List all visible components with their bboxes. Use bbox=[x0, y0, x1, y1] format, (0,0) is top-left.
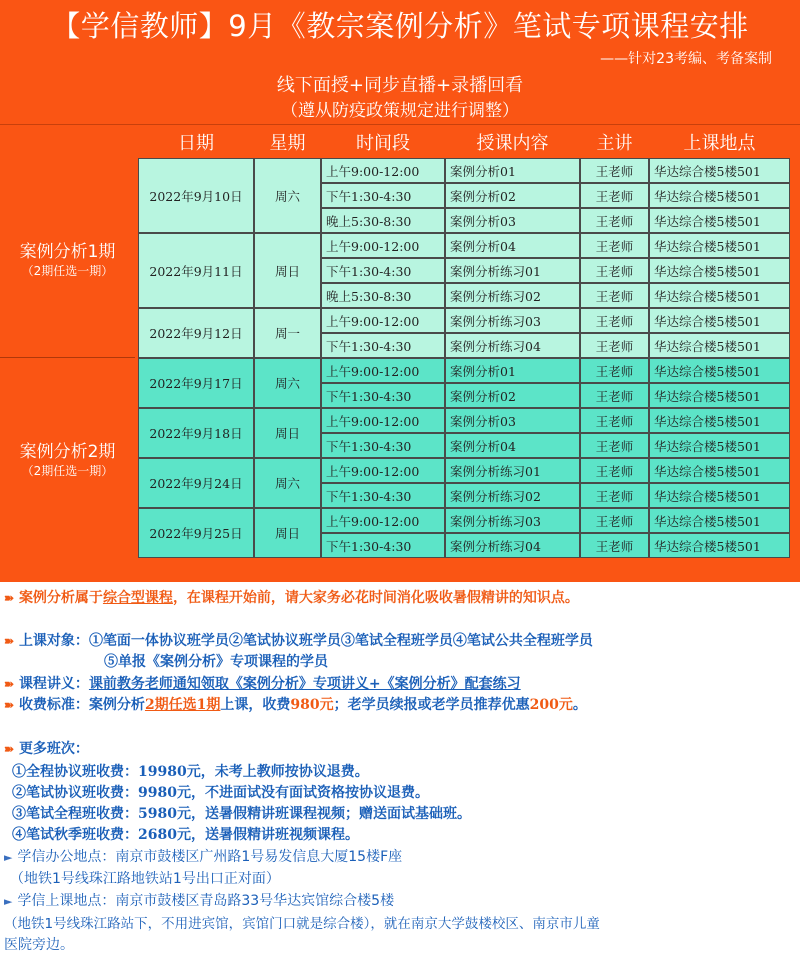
location-cell: 华达综合楼5楼501 bbox=[649, 258, 790, 283]
teacher-cell: 王老师 bbox=[580, 383, 649, 408]
fee-text-b: 2期任选1期 bbox=[144, 697, 221, 713]
teacher-cell: 王老师 bbox=[580, 233, 649, 258]
class-sub1: （地铁1号线珠江路站下，不用进宾馆，宾馆门口就是综合楼），就在南京大学鼓楼校区、南京市儿童 bbox=[4, 916, 600, 932]
content-cell: 案例分析练习04 bbox=[445, 333, 580, 358]
bullet-arrow-icon: ➽ bbox=[4, 677, 15, 691]
teacher-cell: 王老师 bbox=[580, 458, 649, 483]
content-cell: 案例分析练习03 bbox=[445, 308, 580, 333]
weekday-cell: 周一 bbox=[254, 308, 321, 358]
bullet-arrow-icon: ➽ bbox=[4, 698, 15, 712]
teacher-cell: 王老师 bbox=[580, 508, 649, 533]
time-cell: 上午9:00-12:00 bbox=[321, 408, 445, 433]
location-cell: 华达综合楼5楼501 bbox=[649, 233, 790, 258]
note-text-a: 案例分析属于 bbox=[18, 590, 103, 606]
teacher-cell: 王老师 bbox=[580, 533, 649, 558]
time-cell: 上午9:00-12:00 bbox=[321, 158, 445, 183]
schedule-table bbox=[0, 124, 800, 582]
content-cell: 案例分析练习01 bbox=[445, 458, 580, 483]
office-sub: （地铁1号线珠江路地铁站1号出口正对面） bbox=[10, 871, 280, 887]
office-label: 学信办公地点：南京市鼓楼区广州路1号易发信息大厦15楼F座 bbox=[17, 849, 403, 865]
fee-text-e: ；老学员续报或老学员推荐优惠 bbox=[333, 697, 530, 713]
location-cell: 华达综合楼5楼501 bbox=[649, 483, 790, 508]
class-sub2: 医院旁边。 bbox=[4, 937, 74, 953]
period-block-1 bbox=[0, 158, 135, 358]
teacher-cell: 王老师 bbox=[580, 258, 649, 283]
period-name: 案例分析1期 bbox=[19, 242, 116, 262]
date-cell: 2022年9月17日 bbox=[138, 358, 254, 408]
fee-text-c: 上课，收费 bbox=[220, 697, 291, 713]
delivery-mode: 线下面授+同步直播+录播回看 bbox=[276, 75, 524, 96]
bullet-arrow-icon: ➽ bbox=[4, 634, 15, 648]
time-cell: 下午1:30-4:30 bbox=[321, 333, 445, 358]
time-cell: 下午1:30-4:30 bbox=[321, 483, 445, 508]
time-cell: 上午9:00-12:00 bbox=[321, 458, 445, 483]
more-label: 更多班次： bbox=[18, 741, 89, 757]
more-class-2: ②笔试协议班收费：9980元，不进面试没有面试资格按协议退费。 bbox=[12, 785, 429, 801]
teacher-cell: 王老师 bbox=[580, 158, 649, 183]
class-address bbox=[4, 890, 394, 910]
location-cell: 华达综合楼5楼501 bbox=[649, 533, 790, 558]
date-cell: 2022年9月10日 bbox=[138, 158, 254, 233]
location-cell: 华达综合楼5楼501 bbox=[649, 183, 790, 208]
weekday-cell: 周六 bbox=[254, 158, 321, 233]
teacher-cell: 王老师 bbox=[580, 408, 649, 433]
location-cell: 华达综合楼5楼501 bbox=[649, 333, 790, 358]
page-title: 【学信教师】9月《教宗案例分析》笔试专项课程安排 bbox=[51, 9, 749, 43]
location-cell: 华达综合楼5楼501 bbox=[649, 308, 790, 333]
time-cell: 上午9:00-12:00 bbox=[321, 233, 445, 258]
teacher-cell: 王老师 bbox=[580, 483, 649, 508]
fee-text-g: 。 bbox=[572, 697, 587, 713]
content-cell: 案例分析练习03 bbox=[445, 508, 580, 533]
column-header-weekday: 星期 bbox=[269, 133, 306, 154]
teacher-cell: 王老师 bbox=[580, 333, 649, 358]
target-audience bbox=[4, 630, 593, 650]
page-subtitle: ——针对23考编、考备案制 bbox=[600, 51, 772, 67]
column-header-content: 授课内容 bbox=[476, 133, 549, 154]
location-cell: 华达综合楼5楼501 bbox=[649, 158, 790, 183]
date-cell: 2022年9月12日 bbox=[138, 308, 254, 358]
date-cell: 2022年9月24日 bbox=[138, 458, 254, 508]
content-cell: 案例分析04 bbox=[445, 433, 580, 458]
teacher-cell: 王老师 bbox=[580, 433, 649, 458]
location-cell: 华达综合楼5楼501 bbox=[649, 208, 790, 233]
bullet-arrow-icon: ➽ bbox=[4, 591, 15, 605]
class-label: 学信上课地点：南京市鼓楼区青岛路33号华达宾馆综合楼5楼 bbox=[17, 893, 395, 909]
fee-text-d: 980元 bbox=[290, 697, 334, 713]
column-header-teacher: 主讲 bbox=[596, 133, 633, 154]
period-note: （2期任选一期） bbox=[21, 464, 114, 478]
location-cell: 华达综合楼5楼501 bbox=[649, 433, 790, 458]
column-header-time: 时间段 bbox=[356, 133, 410, 154]
fee-text-f: 200元 bbox=[529, 697, 573, 713]
time-cell: 下午1:30-4:30 bbox=[321, 258, 445, 283]
time-cell: 晚上5:30-8:30 bbox=[321, 208, 445, 233]
time-cell: 下午1:30-4:30 bbox=[321, 533, 445, 558]
location-cell: 华达综合楼5楼501 bbox=[649, 283, 790, 308]
triangle-bullet-icon: ► bbox=[4, 895, 13, 908]
note-comprehensive bbox=[4, 587, 579, 607]
fee-label: 收费标准： bbox=[18, 697, 89, 713]
handout-text: 课前教务老师通知领取《案例分析》专项讲义+《案例分析》配套练习 bbox=[88, 676, 521, 692]
fee-standard bbox=[4, 694, 587, 714]
content-cell: 案例分析02 bbox=[445, 383, 580, 408]
target-label: 上课对象： bbox=[18, 633, 89, 649]
content-cell: 案例分析02 bbox=[445, 183, 580, 208]
triangle-bullet-icon: ► bbox=[4, 851, 13, 864]
teacher-cell: 王老师 bbox=[580, 208, 649, 233]
handout-note bbox=[4, 673, 521, 693]
period-note: （2期任选一期） bbox=[21, 264, 114, 278]
weekday-cell: 周六 bbox=[254, 458, 321, 508]
policy-note: （遵从防疫政策规定进行调整） bbox=[281, 101, 519, 121]
more-class-3: ③笔试全程班收费：5980元，送暑假精讲班课程视频；赠送面试基础班。 bbox=[12, 806, 471, 822]
more-class-4: ④笔试秋季班收费：2680元，送暑假精讲班视频课程。 bbox=[12, 827, 359, 843]
more-class-1: ①全程协议班收费：19980元，未考上教师按协议退费。 bbox=[12, 764, 369, 780]
target-line2: ⑤单报《案例分析》专项课程的学员 bbox=[104, 654, 328, 670]
bullet-arrow-icon: ➽ bbox=[4, 742, 15, 756]
date-cell: 2022年9月11日 bbox=[138, 233, 254, 308]
weekday-cell: 周日 bbox=[254, 233, 321, 308]
fee-text-a: 案例分析 bbox=[88, 697, 145, 713]
column-header-location: 上课地点 bbox=[683, 133, 756, 154]
location-cell: 华达综合楼5楼501 bbox=[649, 408, 790, 433]
weekday-cell: 周日 bbox=[254, 508, 321, 558]
time-cell: 上午9:00-12:00 bbox=[321, 308, 445, 333]
teacher-cell: 王老师 bbox=[580, 183, 649, 208]
time-cell: 下午1:30-4:30 bbox=[321, 433, 445, 458]
content-cell: 案例分析03 bbox=[445, 208, 580, 233]
poster-header bbox=[0, 0, 800, 124]
period-name: 案例分析2期 bbox=[19, 442, 116, 462]
content-cell: 案例分析01 bbox=[445, 158, 580, 183]
content-cell: 案例分析练习02 bbox=[445, 483, 580, 508]
note-text-b: 综合型课程 bbox=[102, 590, 173, 606]
teacher-cell: 王老师 bbox=[580, 283, 649, 308]
teacher-cell: 王老师 bbox=[580, 308, 649, 333]
date-cell: 2022年9月25日 bbox=[138, 508, 254, 558]
location-cell: 华达综合楼5楼501 bbox=[649, 358, 790, 383]
weekday-cell: 周六 bbox=[254, 358, 321, 408]
weekday-cell: 周日 bbox=[254, 408, 321, 458]
location-cell: 华达综合楼5楼501 bbox=[649, 383, 790, 408]
content-cell: 案例分析练习04 bbox=[445, 533, 580, 558]
target-line1: ①笔面一体协议班学员②笔试协议班学员③笔试全程班学员④笔试公共全程班学员 bbox=[88, 633, 593, 649]
handout-label: 课程讲义： bbox=[18, 676, 89, 692]
note-text-c: ，在课程开始前，请大家务必花时间消化吸收暑假精讲的知识点。 bbox=[172, 590, 579, 606]
location-cell: 华达综合楼5楼501 bbox=[649, 508, 790, 533]
content-cell: 案例分析练习02 bbox=[445, 283, 580, 308]
teacher-cell: 王老师 bbox=[580, 358, 649, 383]
office-address bbox=[4, 846, 402, 866]
content-cell: 案例分析04 bbox=[445, 233, 580, 258]
content-cell: 案例分析01 bbox=[445, 358, 580, 383]
time-cell: 晚上5:30-8:30 bbox=[321, 283, 445, 308]
period-block-2 bbox=[0, 358, 135, 558]
time-cell: 上午9:00-12:00 bbox=[321, 508, 445, 533]
more-classes-heading bbox=[4, 738, 89, 758]
time-cell: 上午9:00-12:00 bbox=[321, 358, 445, 383]
column-header-date: 日期 bbox=[178, 133, 214, 154]
content-cell: 案例分析03 bbox=[445, 408, 580, 433]
time-cell: 下午1:30-4:30 bbox=[321, 183, 445, 208]
location-cell: 华达综合楼5楼501 bbox=[649, 458, 790, 483]
content-cell: 案例分析练习01 bbox=[445, 258, 580, 283]
time-cell: 下午1:30-4:30 bbox=[321, 383, 445, 408]
date-cell: 2022年9月18日 bbox=[138, 408, 254, 458]
